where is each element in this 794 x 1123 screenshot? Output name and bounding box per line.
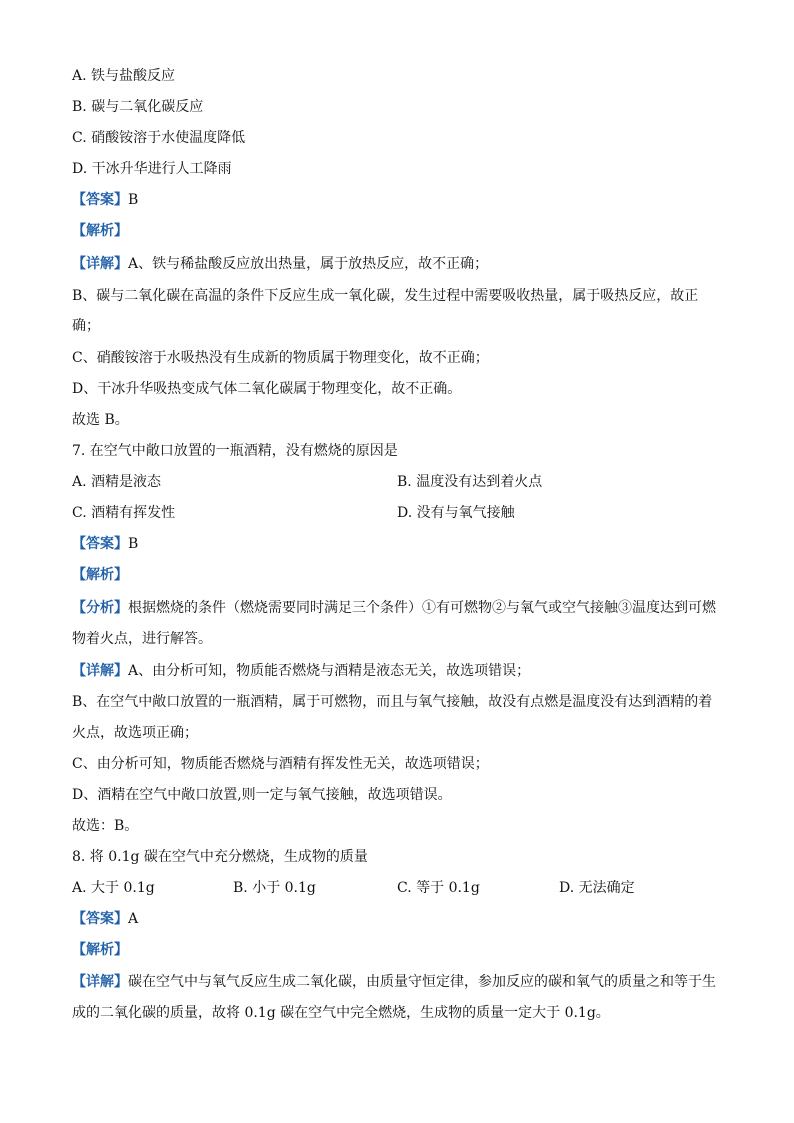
q6-detail-line: 确； bbox=[72, 318, 100, 334]
q7-detail-line: C、由分析可知，物质能否燃烧与酒精有挥发性无关，故选项错误； bbox=[72, 756, 489, 772]
q6-detail-line bbox=[72, 254, 488, 274]
q7-option-c: C. 酒精有挥发性 bbox=[72, 505, 176, 521]
detail-text: A、由分析可知，物质能否燃烧与酒精是液态无关，故选项错误； bbox=[128, 663, 531, 679]
q6-detail-line: B、碳与二氧化碳在高温的条件下反应生成一氧化碳，发生过程中需要吸收热量，属于吸热反应，故正 bbox=[72, 288, 699, 304]
q7-detail-line: 火点，故选项正确； bbox=[72, 725, 198, 741]
q8-stem: 8. 将 0.1g 碳在空气中充分燃烧，生成物的质量 bbox=[72, 849, 368, 865]
analysis-sub-tag: 【分析】 bbox=[72, 600, 128, 616]
q6-option-d: D. 干冰升华进行人工降雨 bbox=[72, 161, 232, 177]
q6-conclusion: 故选 B。 bbox=[72, 412, 129, 428]
q6-answer bbox=[72, 190, 138, 210]
q7-answer bbox=[72, 534, 138, 554]
q8-option-a: A. 大于 0.1g bbox=[72, 880, 155, 896]
answer-value: B bbox=[128, 536, 139, 552]
q6-option-a: A. 铁与盐酸反应 bbox=[72, 68, 176, 84]
q7-detail-line bbox=[72, 661, 530, 681]
detail-text: A、铁与稀盐酸反应放出热量，属于放热反应，故不正确； bbox=[128, 256, 489, 272]
detail-tag: 【详解】 bbox=[72, 256, 128, 272]
answer-tag: 【答案】 bbox=[72, 192, 128, 208]
q8-option-c: C. 等于 0.1g bbox=[397, 880, 480, 896]
q8-analysis-heading bbox=[72, 940, 128, 960]
q8-answer bbox=[72, 909, 138, 929]
q7-analysis-line bbox=[72, 598, 716, 618]
analysis-tag: 【解析】 bbox=[72, 223, 128, 239]
q6-detail-line: C、硝酸铵溶于水吸热没有生成新的物质属于物理变化，故不正确； bbox=[72, 350, 489, 366]
q7-detail-line: D、酒精在空气中敞口放置,则一定与氧气接触，故选项错误。 bbox=[72, 787, 452, 803]
q7-option-d: D. 没有与氧气接触 bbox=[397, 505, 515, 521]
answer-tag: 【答案】 bbox=[72, 536, 128, 552]
q6-analysis-heading bbox=[72, 221, 128, 241]
answer-tag: 【答案】 bbox=[72, 911, 128, 927]
q7-option-b: B. 温度没有达到着火点 bbox=[397, 474, 543, 490]
q6-detail-line: D、干冰升华吸热变成气体二氧化碳属于物理变化，故不正确。 bbox=[72, 381, 462, 397]
q7-analysis-heading bbox=[72, 565, 128, 585]
q7-stem: 7. 在空气中敞口放置的一瓶酒精，没有燃烧的原因是 bbox=[72, 443, 398, 459]
answer-value: A bbox=[128, 911, 139, 927]
q6-option-b: B. 碳与二氧化碳反应 bbox=[72, 99, 204, 115]
q7-option-a: A. 酒精是液态 bbox=[72, 474, 162, 490]
analysis-tag: 【解析】 bbox=[72, 567, 128, 583]
answer-value: B bbox=[128, 192, 139, 208]
analysis-text: 根据燃烧的条件（燃烧需要同时满足三个条件）①有可燃物②与氧气或空气接触③温度达到可燃 bbox=[128, 600, 716, 616]
detail-tag: 【详解】 bbox=[72, 663, 128, 679]
detail-tag: 【详解】 bbox=[72, 974, 128, 990]
q8-detail-line: 成的二氧化碳的质量，故将 0.1g 碳在空气中完全燃烧，生成物的质量一定大于 0.1g。 bbox=[72, 1005, 610, 1021]
q8-option-b: B. 小于 0.1g bbox=[233, 880, 316, 896]
q6-option-c: C. 硝酸铵溶于水使温度降低 bbox=[72, 130, 246, 146]
q7-detail-line: B、在空气中敞口放置的一瓶酒精，属于可燃物，而且与氧气接触，故没有点燃是温度没有达到酒精的着 bbox=[72, 694, 713, 710]
detail-text: 碳在空气中与氧气反应生成二氧化碳，由质量守恒定律，参加反应的碳和氧气的质量之和等于生 bbox=[128, 974, 716, 990]
q7-conclusion: 故选：B。 bbox=[72, 818, 139, 834]
analysis-tag: 【解析】 bbox=[72, 942, 128, 958]
q7-analysis-line: 物着火点，进行解答。 bbox=[72, 631, 212, 647]
q8-detail-line bbox=[72, 972, 716, 992]
q8-option-d: D. 无法确定 bbox=[559, 880, 635, 896]
